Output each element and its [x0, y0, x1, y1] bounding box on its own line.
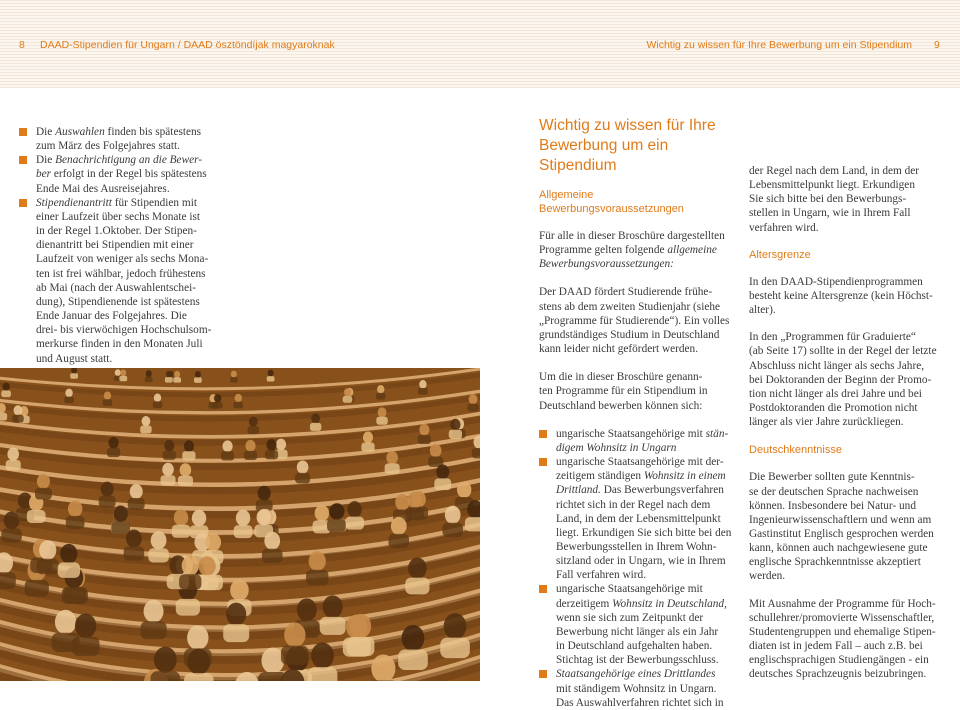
middle-column	[539, 116, 739, 710]
text-line: schullehrer/promovierte Wissenschaftler,	[749, 611, 935, 624]
text-line: werden.	[749, 570, 786, 583]
language-paragraph-1	[749, 470, 949, 583]
text-line: In den DAAD-Stipendienprogrammen	[749, 275, 923, 288]
list-item	[539, 427, 739, 455]
text-line: ber erfolgt in der Regel bis spätestens	[36, 168, 207, 181]
right-running-title: Wichtig zu wissen für Ihre Bewerbung um ein Stipendium	[646, 39, 912, 51]
text-line: in Deutschland aufgehalten haben.	[556, 640, 713, 653]
text-line: Die Auswahlen finden bis spätestens	[36, 126, 202, 138]
text-line: Stipendienantritt für Stipendien mit	[36, 196, 197, 209]
text-line: Programme gelten folgende allgemeine	[539, 244, 717, 257]
text-line: Postdoktoranden die Promotion nicht	[749, 402, 918, 415]
right-page-number: 9	[934, 39, 940, 51]
text-line: Die Bewerber sollten gute Kenntnis-	[749, 471, 915, 484]
text-line: englische Sprachkenntnisse akzeptiert	[749, 556, 921, 569]
text-line: digem Wohnsitz in Ungarn	[556, 441, 677, 454]
schedule-list	[19, 125, 229, 366]
text-line: englischsprachigen Studiengängen - ein	[749, 654, 929, 667]
right-column	[749, 164, 949, 682]
text-line: se der deutschen Sprache nachweisen	[749, 485, 919, 498]
age-limit-paragraph-1	[749, 275, 949, 317]
text-line: ungarische Staatsangehörige mit stän-	[556, 427, 729, 440]
text-line: in der Regel 1.Oktober. Der Stipen-	[36, 225, 197, 238]
requirements-heading-line-1: Allgemeine	[539, 189, 594, 201]
age-limit-paragraph-2	[749, 330, 949, 429]
requirements-heading-line-2: Bewerbungsvoraussetzungen	[539, 203, 684, 215]
text-line: Bewerbung nicht länger als ein Jahr	[556, 625, 719, 638]
list-item	[19, 196, 229, 366]
text-line: Ende Mai des Ausreisejahres.	[36, 182, 170, 195]
text-line: länger als vier Jahre zurückliegen.	[749, 416, 904, 429]
left-column	[19, 125, 229, 366]
text-line: ab Mai (nach der Auswahlentschei-	[36, 281, 196, 294]
text-line: zum März des Folgejahres statt.	[36, 140, 180, 153]
text-line: stens ab dem zweiten Studienjahr (siehe	[539, 300, 721, 313]
text-line: tion nicht länger als drei Jahre und bei	[749, 387, 922, 400]
text-line: wenn sie sich zum Zeitpunkt der	[556, 611, 704, 624]
text-line: einer Laufzeit über sechs Monate ist	[36, 210, 201, 223]
text-line: Mit Ausnahme der Programme für Hoch-	[749, 597, 936, 610]
bullet-square-icon	[539, 670, 547, 678]
text-line: zeitigem ständigen Wohnsitz in einem	[556, 470, 726, 483]
text-line: können. Insbesondere bei Natur- und	[749, 499, 916, 512]
text-line: Die Benachrichtigung an die Bewer-	[36, 154, 203, 167]
text-line: stellen in Ungarn, wie in Ihrem Fall	[749, 207, 911, 220]
text-line: richtet sich in der Regel nach dem	[556, 498, 711, 511]
text-line: Abschluss nicht länger als sechs Jahre,	[749, 359, 925, 372]
text-line: (ab Seite 17) sollte in der Regel der letzte	[749, 345, 937, 358]
list-item	[539, 455, 739, 582]
text-line: Ende Januar des Folgejahres. Die	[36, 310, 187, 323]
bullet-square-icon	[539, 430, 547, 438]
bullet-square-icon	[539, 585, 547, 593]
procedure-continuation-paragraph	[749, 164, 949, 235]
text-line: Studentengruppen und ehemalige Stipen-	[749, 625, 936, 638]
bullet-square-icon	[19, 128, 27, 136]
text-line: Laufzeit von weniger als sechs Mona-	[36, 253, 209, 266]
text-line: Fall verfahren wird.	[556, 569, 647, 582]
page-title-line-1: Wichtig zu wissen für Ihre	[539, 117, 716, 134]
page-title	[539, 116, 739, 176]
requirements-intro-paragraph	[539, 229, 739, 271]
text-line: derzeitigem Wohnsitz in Deutschland,	[556, 597, 727, 610]
study-year-paragraph	[539, 285, 739, 356]
text-line: Stichtag ist der Bewerbungsschluss.	[556, 654, 719, 667]
bullet-square-icon	[19, 199, 27, 207]
page-title-line-2: Bewerbung um ein Stipendium	[539, 137, 669, 174]
list-item	[539, 582, 739, 667]
text-line: Lebensmittelpunkt liegt. Erkundigen	[749, 179, 915, 192]
text-line: deutsches Sprachzeugnis beizubringen.	[749, 668, 927, 681]
text-line: Ingenieurwissenschaftlern und wenn am	[749, 513, 932, 526]
text-line: alter).	[749, 304, 776, 317]
text-line: bei Doktoranden der Beginn der Promo-	[749, 373, 932, 386]
list-item	[19, 125, 229, 153]
text-line: Für alle in dieser Broschüre dargestellten	[539, 230, 725, 242]
text-line: merkurse finden in den Monaten Juli	[36, 338, 203, 351]
text-line: verfahren wird.	[749, 221, 819, 234]
text-line: mit ständigem Wohnsitz in Ungarn.	[556, 682, 717, 695]
text-line: Der DAAD fördert Studierende frühe-	[539, 286, 713, 299]
text-line: Das Auswahlverfahren richtet sich in	[556, 696, 724, 709]
text-line: Sie sich bitte bei den Bewerbungs-	[749, 193, 907, 206]
text-line: liegt. Erkundigen Sie sich bitte bei den	[556, 526, 732, 539]
text-line: kann leider nicht gefördert werden.	[539, 343, 699, 356]
text-line: In den „Programmen für Graduierte“	[749, 331, 916, 344]
lecture-hall-photo-image	[0, 368, 480, 681]
text-line: Gastinstitut Englisch gesprochen werden	[749, 527, 934, 540]
text-line: Bewerbungsstellen in Ihrem Wohn-	[556, 540, 717, 553]
language-paragraph-2	[749, 597, 949, 682]
text-line: Drittland. Das Bewerbungsverfahren	[556, 484, 724, 497]
list-item	[539, 667, 739, 709]
text-line: dung), Stipendienende ist spätestens	[36, 295, 200, 308]
age-limit-heading: Altersgrenze	[749, 248, 811, 261]
bullet-square-icon	[19, 156, 27, 164]
eligibility-intro-paragraph	[539, 370, 739, 412]
text-line: dienantritt bei Stipendien mit einer	[36, 239, 194, 252]
text-line: grundständiges Studium in Deutschland	[539, 328, 720, 341]
text-line: sitzland oder in Ungarn, wie in Ihrem	[556, 555, 726, 568]
text-line: drei- bis vierwöchigen Hochschulsom-	[36, 324, 212, 337]
text-line: diaten ist in jedem Fall – auch z.B. bei	[749, 640, 923, 653]
list-item	[19, 153, 229, 195]
text-line: und August statt.	[36, 352, 113, 365]
lecture-hall-photo	[0, 368, 480, 681]
text-line: besteht keine Altersgrenze (kein Höchst-	[749, 289, 933, 302]
language-heading: Deutschkenntnisse	[749, 444, 842, 457]
text-line: „Programme für Studierende“). Ein volles	[539, 314, 730, 327]
left-running-title: DAAD-Stipendien für Ungarn / DAAD ösztöndíjak magyaroknak	[40, 39, 335, 51]
eligibility-list	[539, 427, 739, 710]
text-line: Staatsangehörige eines Drittlandes	[556, 668, 716, 681]
text-line: ten Programme für ein Stipendium in	[539, 385, 708, 398]
bullet-square-icon	[539, 458, 547, 466]
text-line: Bewerbungsvoraussetzungen:	[539, 258, 674, 271]
text-line: Um die in dieser Broschüre genann-	[539, 371, 703, 384]
requirements-heading	[539, 188, 739, 216]
text-line: ungarische Staatsangehörige mit	[556, 583, 703, 596]
text-line: der Regel nach dem Land, in dem der	[749, 165, 920, 177]
left-page-number: 8	[19, 39, 25, 51]
text-line: ungarische Staatsangehörige mit der-	[556, 456, 724, 469]
text-line: ten ist frei wählbar, jedoch frühestens	[36, 267, 206, 280]
text-line: kann, können auch nachgewiesene gute	[749, 542, 928, 555]
text-line: Land, in dem der Lebensmittelpunkt	[556, 512, 721, 525]
text-line: Deutschland bewerben können sich:	[539, 399, 703, 412]
